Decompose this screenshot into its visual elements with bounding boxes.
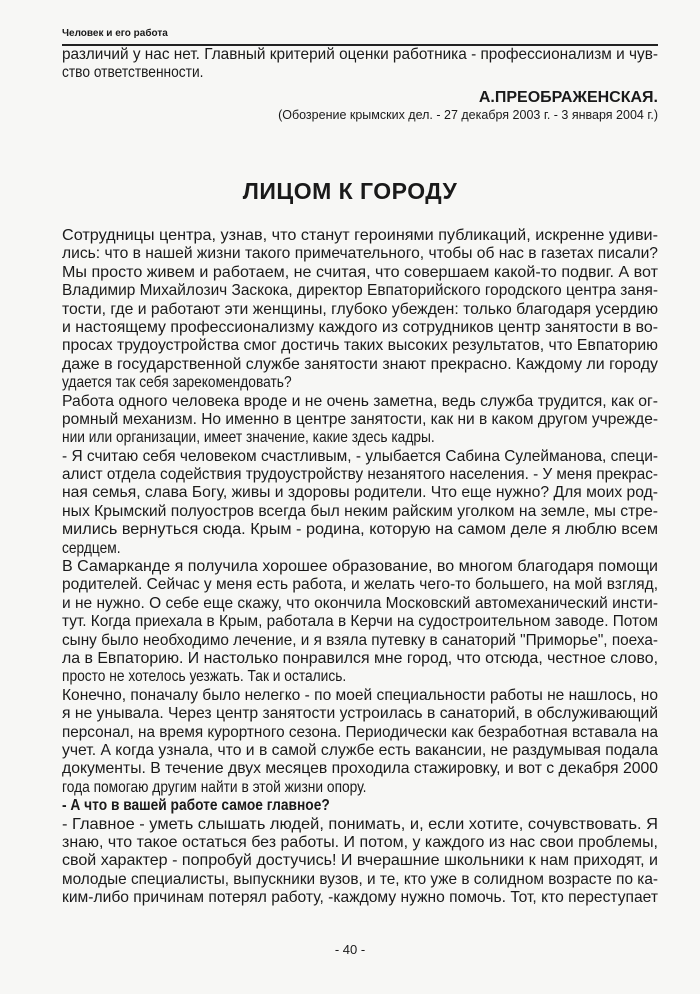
text-line: сердцем.: [62, 539, 121, 557]
text-line: лись: что в нашей жизни такого примечательного, чтобы об нас в газетах писали?: [62, 245, 658, 263]
text-line: алист отдела содействия трудоустройству незанятого населения. - У меня прекрас-: [62, 466, 658, 484]
text-line: Конечно, поначалу было нелегко - по моей специальности работы не нашлось, но: [62, 686, 658, 704]
text-line: ким-либо причинам потерял работу, -каждому нужно помочь. Тот, кто переступает: [62, 889, 658, 907]
text-line: ных Крымский полуостров всегда был неким райским уголком на земле, мы стре-: [62, 502, 658, 520]
text-line: я не унывала. Через центр занятости устроилась в санаторий, в обслуживающий: [62, 705, 658, 723]
article-title: ЛИЦОМ К ГОРОДУ: [242, 178, 458, 204]
text-line: знаю, что такое остаться без работы. И потом, у каждого из нас свои проблемы,: [62, 833, 658, 851]
text-line: года помогаю другим найти в этой жизни опору.: [62, 778, 367, 796]
text-line: документы. В течение двух месяцев проходила стажировку, и вот с декабря 2000: [62, 760, 658, 778]
text-line: родителей. Сейчас у меня есть работа, и желать чего-то большего, на мой взгляд,: [62, 576, 658, 594]
text-line: ромный механизм. Но именно в центре занятости, как ни в каком другом учрежде-: [62, 410, 658, 428]
text-line: - А что в вашей работе самое главное?: [62, 797, 330, 815]
text-line: учет. А когда узнала, что и в самой службе есть вакансии, не раздумывая подала: [62, 741, 658, 759]
text-line: персонал, на время курортного сезона. Периодически как безработная вставала на: [62, 723, 658, 741]
text-line: В Самарканде я получила хорошее образование, во многом благодаря помощи: [62, 558, 659, 576]
text-line: просах трудоустройства смог достичь таких высоких результатов, что Евпаторию: [62, 337, 658, 355]
article-body: [62, 227, 658, 907]
page-number: - 40 -: [334, 942, 366, 957]
text-line: ла в Евпаторию. И настолько понравился мне город, что отсюда, честное слово,: [62, 649, 658, 667]
author-signature: А.ПРЕОБРАЖЕНСКАЯ.: [478, 89, 658, 106]
source-citation: (Обозрение крымских дел. - 27 декабря 2003 г. - 3 января 2004 г.): [278, 108, 658, 122]
text-line: - Главное - уметь слышать людей, понимать, и, если хотите, сочувствовать. Я: [62, 815, 658, 833]
text-line: - Я считаю себя человеком счастливым, - улыбается Сабина Сулейманова, специ-: [62, 447, 658, 465]
running-header: [62, 26, 658, 46]
text-line: сыну было необходимо лечение, и я взяла путевку в санаторий "Приморье", поеха-: [62, 631, 658, 649]
text-line: удается так себя зарекомендовать?: [62, 374, 292, 392]
text-line: ство ответственности.: [62, 64, 204, 82]
text-line: тут. Когда приехала в Крым, работала в Керчи на судостроительном заводе. Потом: [62, 613, 658, 631]
text-line: свой характер - попробуй достучись! И вчерашние школьники к нам приходят, и: [62, 852, 658, 870]
text-line: нии или организации, имеет значение, какие здесь кадры.: [62, 429, 435, 447]
text-line: различий у нас нет. Главный критерий оценки работника - профессионализм и чув-: [62, 46, 658, 63]
text-line: тости, где и работают эти женщины, глубоко убежден: только благодаря усердию: [62, 300, 658, 318]
text-line: и настоящему профессионализму каждого из сотрудников центр занятости в во-: [62, 318, 658, 336]
text-line: ная семья, слава Богу, живы и здоровы родители. Что еще нужно? Для моих род-: [62, 484, 658, 502]
text-line: даже в государственной службе занятости знают прекрасно. Каждому ли городу: [62, 355, 658, 373]
text-line: Мы просто живем и работаем, не считая, что совершаем какой-то подвиг. А вот: [62, 263, 658, 281]
running-title: Человек и его работа: [62, 28, 168, 39]
text-line: Сотрудницы центра, узнав, что станут героинями публикаций, искренне удиви-: [62, 227, 658, 244]
text-line: просто не хотелось уезжать. Так и остались.: [62, 668, 347, 686]
text-line: молодые специалисты, выпускники вузов, и те, кто уже в солидном возрасте по ка-: [62, 870, 658, 888]
text-line: Работа одного человека вроде и не очень заметна, ведь служба трудится, как ог-: [62, 392, 658, 410]
text-line: и не нужно. О себе еще скажу, что окончила Московский автомеханический инсти-: [62, 594, 658, 612]
previous-article-ending: [62, 46, 658, 83]
text-line: Владимир Михайлозич Заскока, директор Евпаторийского городского центра заня-: [62, 282, 658, 300]
text-line: мились вернуться сюда. Крым - родина, которую на самом деле я люблю всем: [62, 521, 658, 539]
